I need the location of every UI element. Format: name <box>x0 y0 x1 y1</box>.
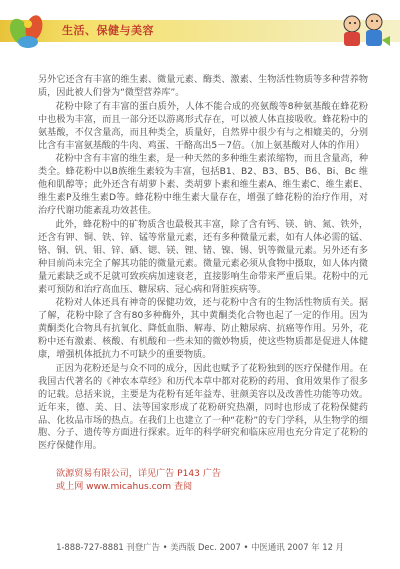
ad-line-website[interactable]: 或上网 www.micahus.com 查阅 <box>56 482 193 492</box>
page-footer: 1-888-727-8881 刊登广告 • 美西版 Dec. 2007 • 中医通讯 2007 年 12 月 <box>56 542 344 552</box>
section-title: 生活、保健与美容 <box>62 24 154 37</box>
page-header <box>0 0 400 58</box>
article-body <box>38 74 368 454</box>
paragraph-6: 正因为花粉还是与众不同的成分，因此也赋予了花粉独到的医疗保健作用。在我国古代著名的《神农本草经》和历代本草中都对花粉的药用、食用效果作了很多的记载。总括来说，主要是为花粉有延年益寿、驻颜美容以及改善性功能等功效。近年来，德、美、日、法等国家形成了花粉研究热潮，同时也形成了花粉保健药品、化妆品市场的热点。在我们上也建立了一种“花粉”的专门学科，从生物学的细胞、分子、遗传等方面进行探索。近年的科学研究和临床应用也充分肯定了花粉的医疗保健作用。 <box>38 363 368 452</box>
paragraph-5: 花粉对人体还具有神奇的保健功效，还与花粉中含有的生物活性物质有关。据了解，花粉中除了含有80多种酶外，其中黄酮类化合物也起了一定的作用。因为黄酮类化合物具有抗氧化、降低血脂、解毒、防止糖尿病、抗癌等作用。另外，花粉中还有激素、核酸、有机酸和一些未知的微妙物质，使这些物质都是促进人体健康，增强机体抵抗力不可缺少的重要物质。 <box>38 298 368 361</box>
paragraph-4: 此外，蜂花粉中的矿物质含也最极其丰富，除了含有钙、镁、钠、氮、铁外，还含有钾、铜、铁、锌、锰等常量元素，还有多种微量元素，如有人体必需的锰、铬、铜、钒、钼、锌、硒、锶、镁、锂、锗、镍、锡、钒等微量元素。另外还有多种目前尚未完全了解其功能的微量元素。微量元素必须从食物中摄取，如人体内微量元素缺乏或不足就可致疾病加速衰老，直接影响生命带来严重后果。花粉中的元素可预防和治疗高血压、糖尿病、冠心病和肾脏疾病等。 <box>38 219 368 295</box>
paragraph-2: 花粉中除了有丰富的蛋白质外，人体不能合成的亮氨酸等8种氨基酸在蜂花粉中也极为丰富，而且一部分还以游离形式存在，可以被人体直接吸收。蜂花粉中的氨基酸，不仅含量高，而且种类全，质量好，自然界中很少有与之相媲美的，分别比含有丰富氨基酸的牛肉、鸡蛋、干酪高出5－7倍。（加上氨基酸对人体的作用） <box>38 101 368 151</box>
cartoon-mascots-icon <box>334 6 394 54</box>
paragraph-1: 另外它还含有丰富的维生素、微量元素、酶类、激素、生物活性物质等多种营养物质，因此被人们誉为“微型营养库”。 <box>38 75 368 98</box>
cartoon-leaves-icon <box>6 6 66 54</box>
ad-line-company: 欲源贸易有限公司，详见广告 P143 广告 <box>56 469 222 479</box>
paragraph-3: 花粉中含有丰富的维生素，是一种天然的多种维生素浓缩物，而且含量高，种类全。蜂花粉中以B族维生素较为丰富，包括B1、B2、B3、B5、B6、Bi、Bc 维他和肌醇等；此外还含有胡萝卜素、类胡萝卜素和维生素A、维生素C、维生素E、维生素P及维生素D等。蜂花粉中维生素大量存在，增强了蜂花粉的治疗作用，对治疗代谢功能紊乱功效甚佳。 <box>38 154 368 217</box>
advertisement-note <box>56 468 221 494</box>
